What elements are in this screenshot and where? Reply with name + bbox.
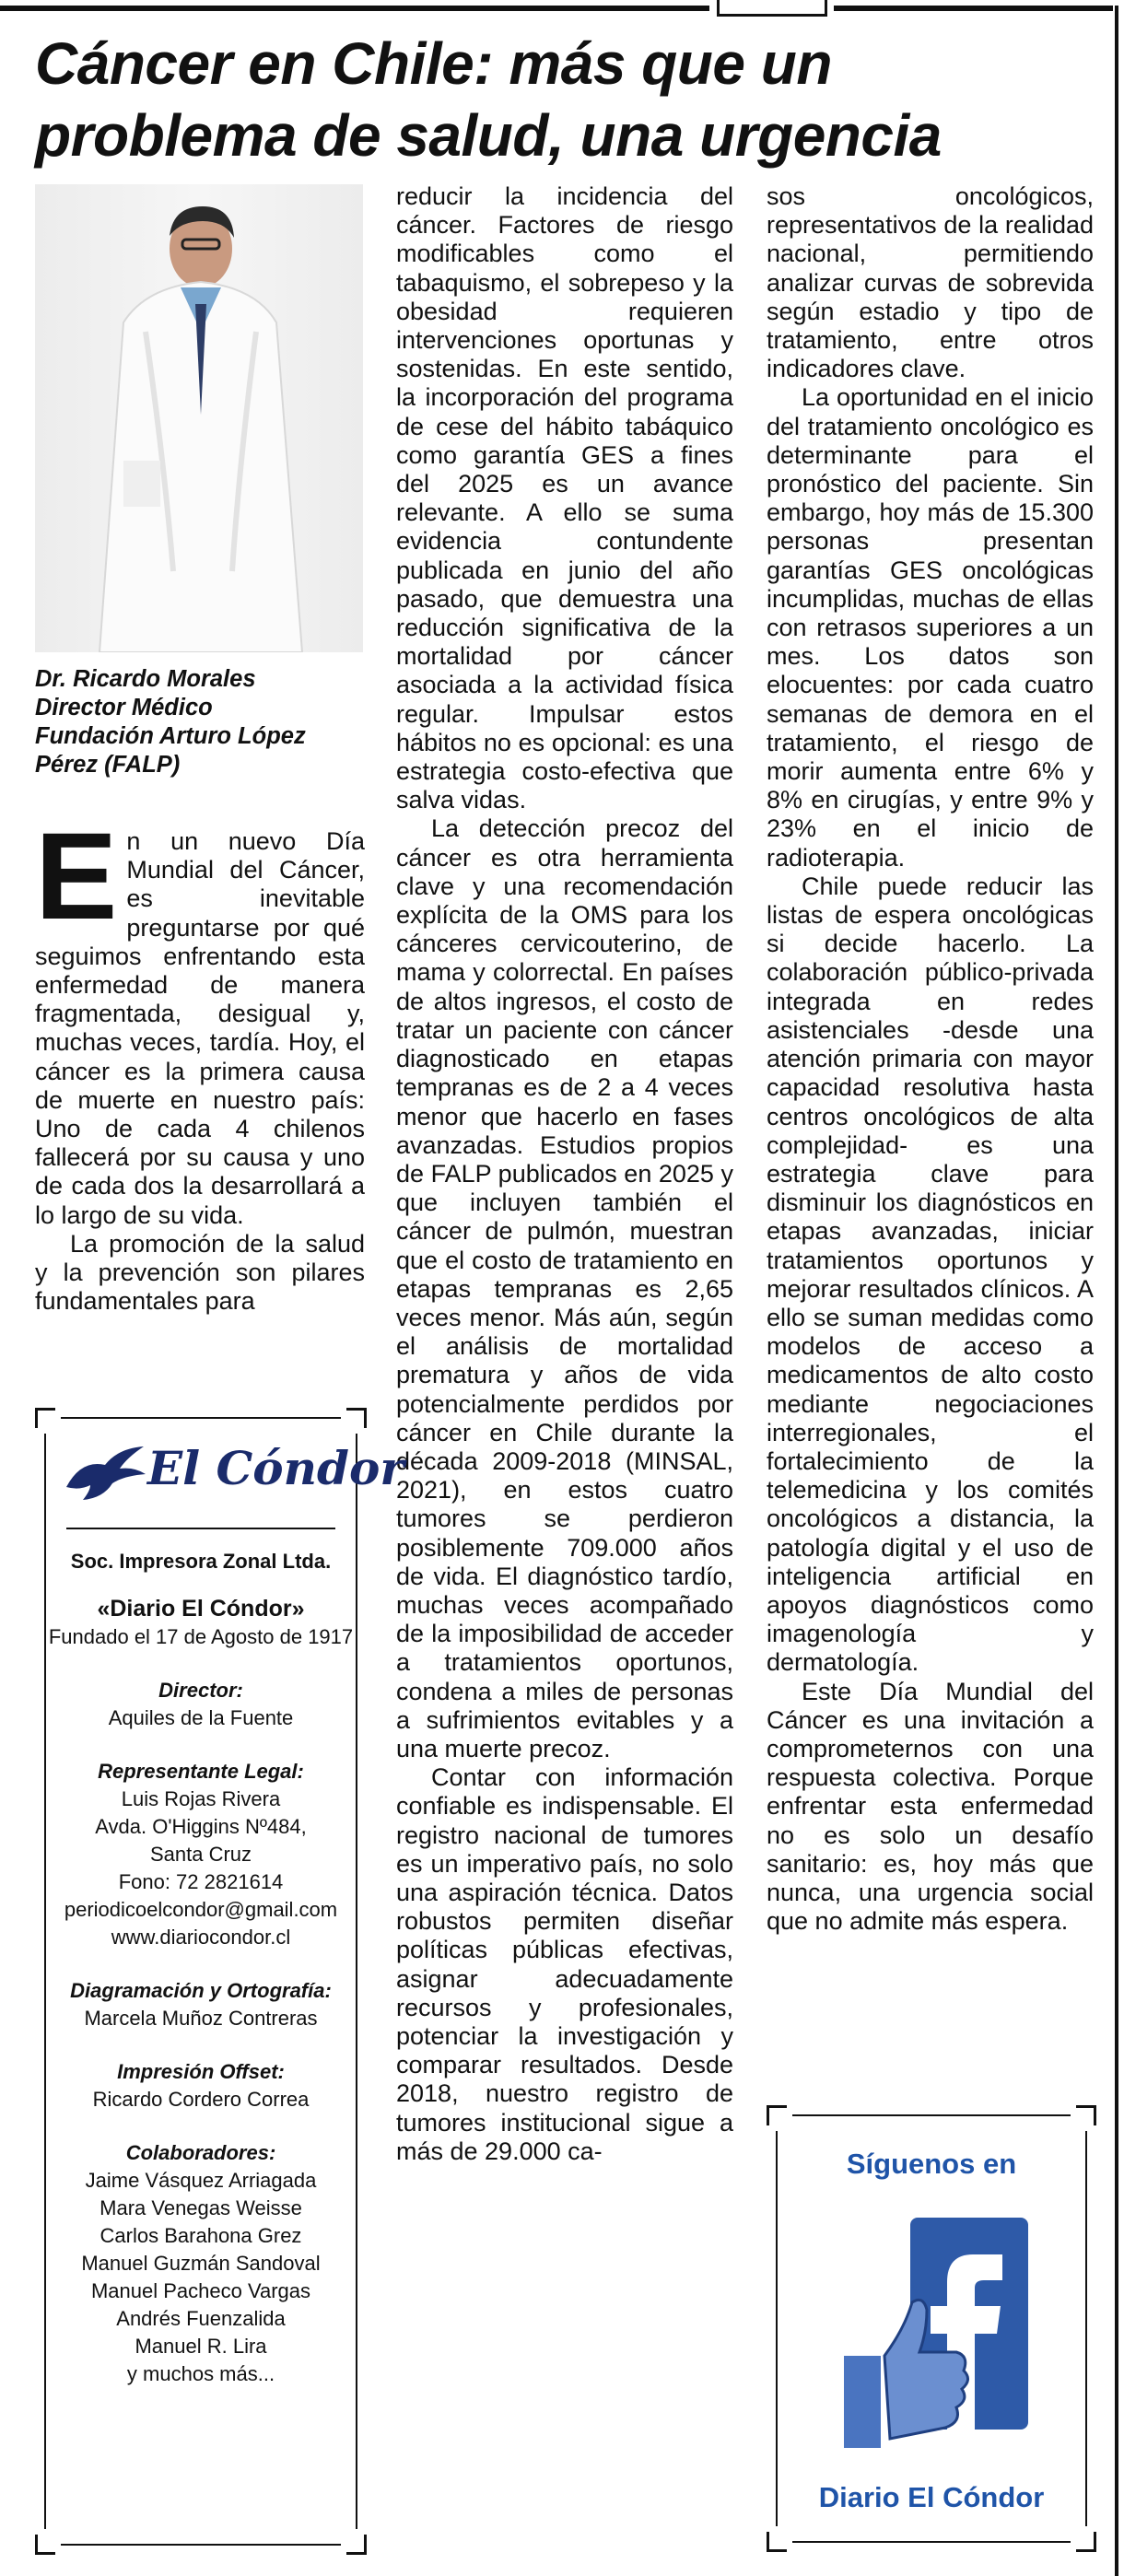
- website-link[interactable]: www.diariocondor.cl: [111, 1926, 291, 1949]
- founded-date: Fundado el 17 de Agosto de 1917: [48, 1625, 354, 1648]
- doctor-portrait-illustration: [35, 184, 363, 652]
- collaborator-name: Andrés Fuenzalida: [116, 2307, 286, 2330]
- logo-wordmark: El Cóndor: [147, 1441, 404, 1495]
- paragraph-text: n un nuevo Día Mundial del Cáncer, es inevitable preguntarse por qué seguimos enfrentando esta enfermedad de manera fragmentada, desigual y, muchas veces, tardía. Hoy, el cáncer es la primera causa de muerte en nuestro país: Uno de cada 4 chilenos fallecerá por su causa y uno de cada dos la desarrollará a lo largo de su vida.: [35, 827, 365, 1229]
- social-page-name[interactable]: Diario El Cóndor: [818, 2481, 1045, 2513]
- frame-corner: [35, 1408, 55, 1428]
- collaborator-name: Manuel Guzmán Sandoval: [81, 2252, 321, 2275]
- frame-edge: [792, 2114, 1071, 2116]
- frame-corner: [1076, 2532, 1096, 2552]
- article-column-2: [396, 182, 733, 2559]
- collaborator-name: Manuel R. Lira: [135, 2335, 267, 2358]
- collaborator-name: y muchos más...: [126, 2362, 275, 2385]
- drop-cap: E: [35, 827, 118, 945]
- author-caption: [35, 665, 385, 779]
- address-line-2: Santa Cruz: [149, 1843, 252, 1866]
- article-paragraph: Chile puede reducir las listas de espera oncológicas si decide hacerlo. La colaboración público-privada integrada en redes asistenciales -desde una atención primaria con mayor capacidad resolutiva hasta centros oncológicos de alta complejidad- es una estrategia clave para disminuir los diagnósticos en etapas avanzadas, iniciar tratamientos oportunos y mejorar resultados clínicos. A ello se suman medidas como modelos de acceso a medicamentos de alto costo mediante negociaciones interregionales, el fortalecimiento de la telemedicina y los comités oncológicos a distancia, la patología digital y el uso de inteligencia artificial en apoyos diagnósticos como imagenología y dermatología.: [767, 872, 1094, 1677]
- top-rule: [0, 6, 709, 11]
- author-name: Dr. Ricardo Morales: [35, 666, 256, 692]
- paper-name: «Diario El Cóndor»: [97, 1596, 305, 1622]
- company-name: Soc. Impresora Zonal Ltda.: [70, 1550, 332, 1573]
- director-label: Director:: [158, 1679, 243, 1702]
- newspaper-logo: [63, 1435, 404, 1509]
- frame-edge: [61, 2544, 341, 2546]
- address-line-1: Avda. O'Higgins Nº484,: [95, 1815, 307, 1838]
- print-name: Ricardo Cordero Correa: [92, 2088, 310, 2111]
- print-label: Impresión Offset:: [117, 2060, 285, 2083]
- frame-corner: [35, 2535, 55, 2555]
- collaborator-name: Manuel Pacheco Vargas: [90, 2279, 311, 2302]
- social-follow-box[interactable]: [767, 2105, 1096, 2552]
- author-org-line1: Fundación Arturo López: [35, 723, 306, 749]
- legal-rep-name: Luis Rojas Rivera: [121, 1787, 281, 1810]
- collaborator-name: Jaime Vásquez Arriagada: [85, 2169, 317, 2192]
- collaborators-label: Colaboradores:: [125, 2141, 276, 2164]
- frame-corner: [346, 1408, 367, 1428]
- condor-icon: [63, 1441, 147, 1505]
- collaborator-name: Carlos Barahona Grez: [100, 2224, 302, 2247]
- article-paragraph: [35, 827, 365, 1230]
- article-headline: Cáncer en Chile: más que un problema de salud, una urgencia: [35, 30, 942, 169]
- frame-edge: [356, 1434, 357, 2529]
- right-page-rule: [1115, 6, 1118, 2576]
- masthead-details: [46, 1528, 356, 2388]
- article-paragraph: La detección precoz del cáncer es otra herramienta clave y una recomendación explícita de la OMS para los cánceres cervicouterino, de mama y colorrectal. En países de altos ingresos, el costo de tratar un paciente con cáncer diagnosticado en etapas tempranas es de 2 a 4 veces menor que hacerlo en fases avanzadas. Estudios propios de FALP publicados en 2025 y que incluyen también el cáncer de pulmón, muestran que el costo de tratamiento en etapas tempranas es 2,65 veces menor. Más aún, según el análisis de mortalidad prematura y años de vida potencialmente perdidos por cáncer en Chile durante la década 2009-2018 (MINSAL, 2021), en estos cuatro tumores se perdieron posiblemente 709.000 años de vida. El diagnóstico tardío, muchas veces acompañado de la imposibilidad de acceder a tratamientos oportunos, condena a miles de personas a sufrimientos evitables y a una muerte precoz.: [396, 814, 733, 1762]
- masthead-box: [35, 1408, 404, 2555]
- frame-edge: [61, 1417, 341, 1419]
- frame-corner: [767, 2105, 787, 2125]
- article-column-3: [767, 182, 1094, 2080]
- article-column-1: [35, 827, 365, 1325]
- frame-corner: [1076, 2105, 1096, 2125]
- author-org-line2: Pérez (FALP): [35, 752, 181, 778]
- author-photo: [35, 184, 363, 652]
- layout-label: Diagramación y Ortografía:: [70, 1979, 332, 2002]
- phone-number: Fono: 72 2821614: [118, 1870, 284, 1893]
- frame-corner: [767, 2532, 787, 2552]
- article-paragraph: Este Día Mundial del Cáncer es una invitación a comprometernos con una respuesta colectiva. Porque enfrentar esta enfermedad no es solo un desafío sanitario: es, hoy más que nunca, una urgencia social que no admite más espera.: [767, 1677, 1094, 1936]
- email-address[interactable]: periodicoelcondor@gmail.com: [64, 1898, 338, 1921]
- follow-us-title: Síguenos en: [846, 2148, 1017, 2180]
- frame-edge: [776, 2131, 778, 2526]
- facebook-like-icon[interactable]: [835, 2218, 1028, 2457]
- article-paragraph: Contar con información confiable es indispensable. El registro nacional de tumores es un imperativo país, no solo una aspiración técnica. Datos robustos permiten diseñar políticas públicas efectivas, asignar adecuadamente recursos y profesionales, potenciar la investigación y comparar resultados. Desde 2018, nuestro registro de tumores institucional sigue a más de 29.000 ca-: [396, 1763, 733, 2165]
- collaborator-name: Mara Venegas Weisse: [100, 2196, 302, 2219]
- masthead-rule: [66, 1528, 335, 1529]
- layout-name: Marcela Muñoz Contreras: [84, 2007, 318, 2030]
- director-name: Aquiles de la Fuente: [108, 1706, 294, 1729]
- top-rule-right: [834, 6, 1113, 11]
- article-paragraph: reducir la incidencia del cáncer. Factores de riesgo modificables como el tabaquismo, el sobrepeso y la obesidad requieren intervenciones oportunas y sostenidas. En este sentido, la incorporación del programa de cese del hábito tabáquico como garantía GES a fines del 2025 es un avance relevante. A ello se suma evidencia contundente publicada en junio del año pasado, que demuestra una reducción significativa de la mortalidad por cáncer asociada a la actividad física regular. Impulsar estos hábitos no es opcional: es una estrategia costo-efectiva que salva vidas.: [396, 182, 733, 814]
- article-paragraph: La promoción de la salud y la prevención son pilares fundamentales para: [35, 1229, 365, 1316]
- legal-rep-label: Representante Legal:: [98, 1760, 304, 1783]
- frame-edge: [1085, 2131, 1087, 2526]
- author-role: Director Médico: [35, 695, 213, 720]
- qr-code-icon: [717, 0, 827, 17]
- article-paragraph: La oportunidad en el inicio del tratamiento oncológico es determinante para el pronóstico del paciente. Sin embargo, hoy más de 15.300 personas presentan garantías GES oncológicas incumplidas, muchas de ellas con retrasos superiores a un mes. Los datos son elocuentes: por cada cuatro semanas de demora en el tratamiento, el riesgo de morir aumenta entre 6% y 8% en cirugías, y entre 9% y 23% en el inicio de radioterapia.: [767, 383, 1094, 872]
- frame-corner: [346, 2535, 367, 2555]
- frame-edge: [792, 2541, 1071, 2543]
- article-paragraph: sos oncológicos, representativos de la realidad nacional, permitiendo analizar curvas de sobrevida según estadio y tipo de tratamiento, entre otros indicadores clave.: [767, 182, 1094, 383]
